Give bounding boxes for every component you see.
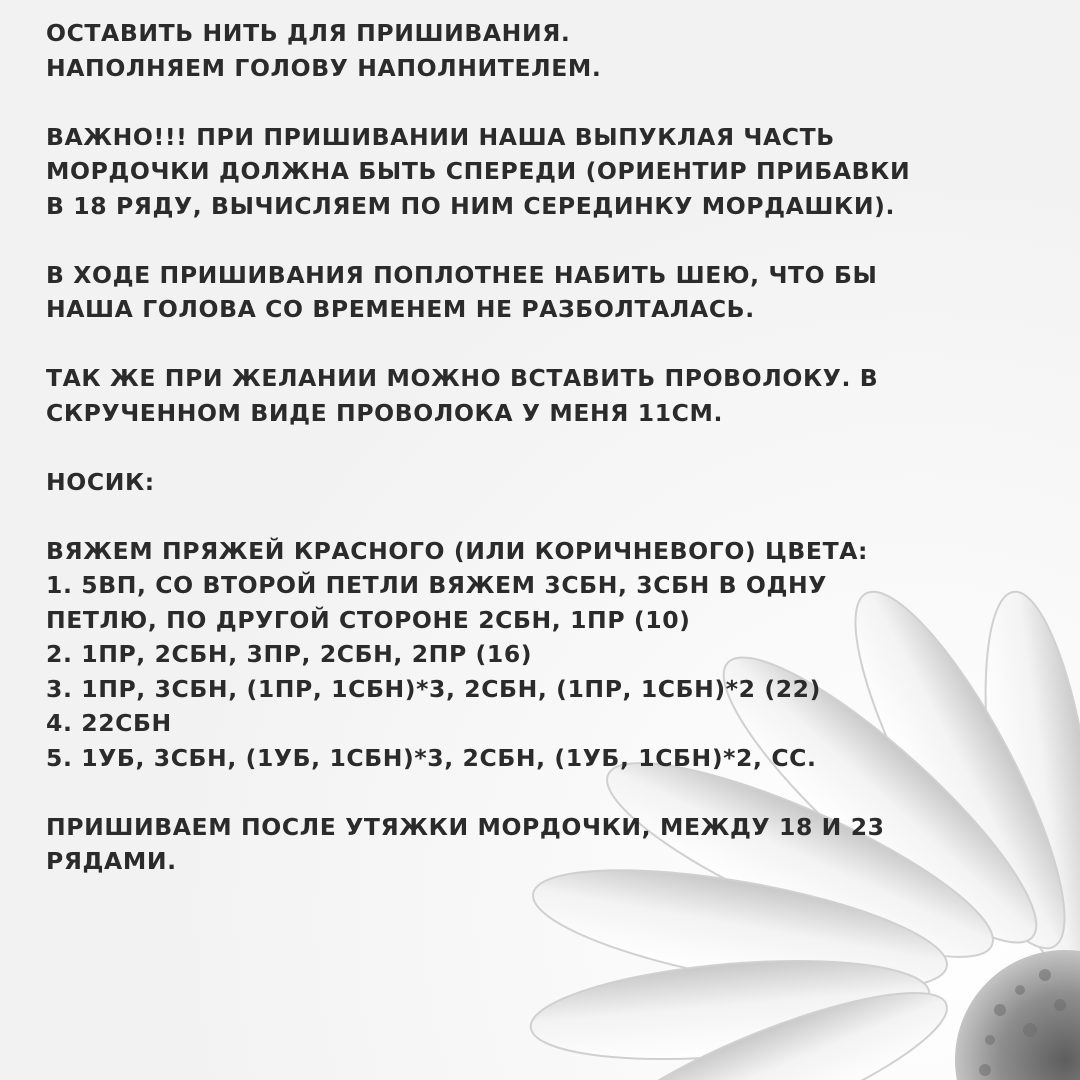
text-line: НАША ГОЛОВА СО ВРЕМЕНЕМ НЕ РАЗБОЛТАЛАСЬ. [46,295,755,323]
instructions-text [46,16,1046,879]
text-line: В ХОДЕ ПРИШИВАНИЯ ПОПЛОТНЕЕ НАБИТЬ ШЕЮ, ЧТО БЫ [46,260,878,289]
text-line: НАПОЛНЯЕМ ГОЛОВУ НАПОЛНИТЕЛЕМ. [46,53,602,82]
text-line: 4. 22СБН [46,709,172,737]
text-line: ПРИШИВАЕМ ПОСЛЕ УТЯЖКИ МОРДОЧКИ, МЕЖДУ 18 И 23 [46,812,885,841]
section-heading-nose [46,465,1046,500]
paragraph-important [46,120,1046,224]
text-line: ВАЖНО!!! ПРИ ПРИШИВАНИИ НАША ВЫПУКЛАЯ ЧАСТЬ [46,122,835,151]
paragraph-finish-head [46,16,1046,85]
text-line: 2. 1ПР, 2СБН, 3ПР, 2СБН, 2ПР (16) [46,640,533,668]
text-line: МОРДОЧКИ ДОЛЖНА БЫТЬ СПЕРЕДИ (ОРИЕНТИР ПРИБАВКИ [46,157,911,185]
text-line: СКРУЧЕННОМ ВИДЕ ПРОВОЛОКА У МЕНЯ 11СМ. [46,398,724,427]
text-line: 3. 1ПР, 3СБН, (1ПР, 1СБН)*3, 2СБН, (1ПР, 1СБН)*2 (22) [46,674,821,703]
paragraph-nose-rows [46,534,1046,776]
text-line: ВЯЖЕМ ПРЯЖЕЙ КРАСНОГО (ИЛИ КОРИЧНЕВОГО) ЦВЕТА: [46,536,868,565]
text-line: РЯДАМИ. [46,847,177,875]
text-line: ПЕТЛЮ, ПО ДРУГОЙ СТОРОНЕ 2СБН, 1ПР (10) [46,605,691,634]
paragraph-wire [46,361,1046,430]
text-line: ТАК ЖЕ ПРИ ЖЕЛАНИИ МОЖНО ВСТАВИТЬ ПРОВОЛОКУ. В [46,364,879,392]
text-line: В 18 РЯДУ, ВЫЧИСЛЯЕМ ПО НИМ СЕРЕДИНКУ МОРДАШКИ). [46,191,896,220]
text-line: НОСИК: [46,467,155,496]
paragraph-neck-stuffing [46,258,1046,327]
paragraph-sew-nose [46,810,1046,879]
text-line: ОСТАВИТЬ НИТЬ ДЛЯ ПРИШИВАНИЯ. [46,19,571,47]
text-line: 5. 1УБ, 3СБН, (1УБ, 1СБН)*3, 2СБН, (1УБ, 1СБН)*2, СС. [46,743,817,772]
text-line: 1. 5ВП, СО ВТОРОЙ ПЕТЛИ ВЯЖЕМ 3СБН, 3СБН В ОДНУ [46,571,828,599]
